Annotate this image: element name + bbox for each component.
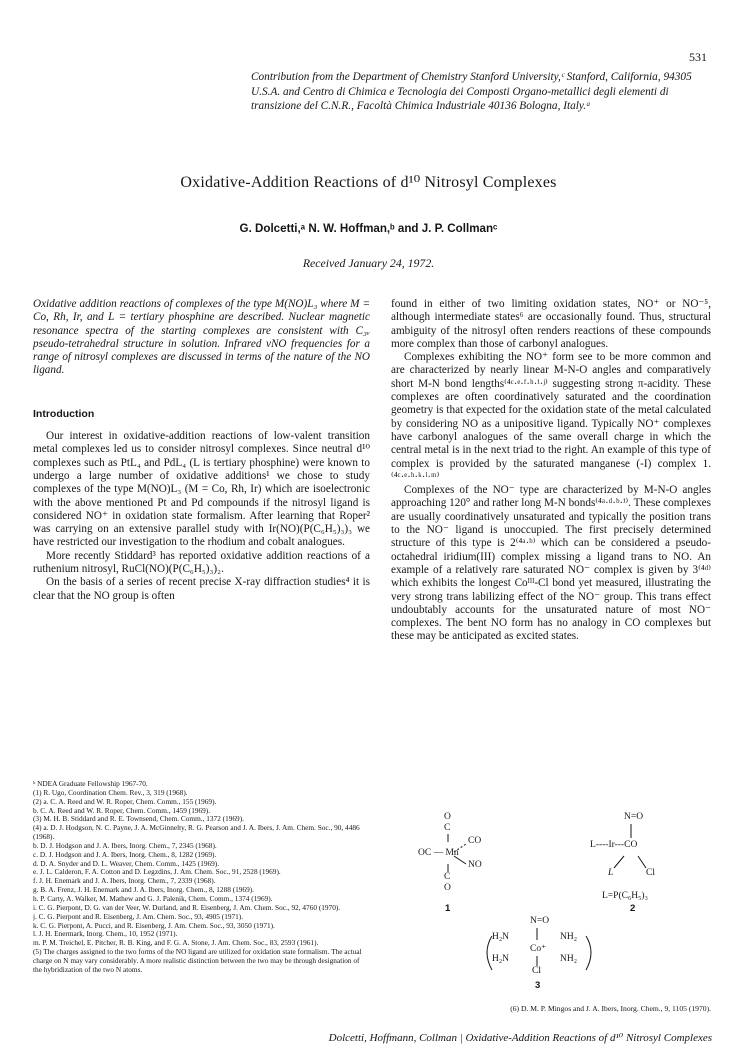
reference-item: d. D. A. Snyder and D. L. Weaver, Chem. Comm., 1425 (1969). <box>33 859 220 868</box>
s1-co: CO <box>468 836 482 846</box>
section-heading: Introduction <box>33 407 95 420</box>
s3-h2n-lower: H₂N <box>492 954 510 964</box>
left-column <box>33 298 370 603</box>
reference-item: (3) M. H. B. Stiddard and R. E. Townsend, Chem. Comm., 1372 (1969). <box>33 815 244 824</box>
s2-left-l: L <box>590 840 596 850</box>
reference-item: (4) a. D. J. Hodgson, N. C. Payne, J. A. McGinnelty, R. G. Pearson and J. A. Ibers, J. Am. Chem. Soc., 90, 4486 (1968). <box>33 824 360 842</box>
s1-bottom-c: C <box>444 872 451 882</box>
reference-item: k. C. G. Pierpont, A. Pucci, and R. Eisenberg, J. Am. Chem. Soc., 93, 3050 (1971). <box>33 921 275 930</box>
structure-3 <box>478 916 608 991</box>
s2-bottom-l: L <box>608 868 614 878</box>
s3-h2n-upper: H₂N <box>492 932 510 942</box>
s2-ligand-def: L=P(C₆H₅)₃ <box>602 891 648 901</box>
body-paragraph: Complexes of the NO⁻ type are characterized by M-N-O angles approaching 120° and rather long M-N bonds⁽⁴ᵃ·ᵈ·ᵇ·ⁱ⁾. These complexes are usually coordinatively unsaturated and typically the position trans to the NO⁻ ligand is unoccupied. The first precisely determined structure of this type is 2⁽⁴ᵃ·ᵇ⁾ which can be considered a pseudo-octahedral iridium(III) complex missing a ligand trans to NO. An example of a relatively rare saturated NO⁻ complex is given by 3⁽⁴ᵈ⁾ which exhibits the longest Coᴵᴵᴵ-Cl bond yet measured, illustrating the very strong trans labilizing effect of the NO⁻ group. This trans effect undoubtably accounts for the unsaturated nature of most NO⁻ complexes. The bent NO form has no analogy in CO complexes but these may be anticipated as excited states. <box>391 484 711 643</box>
structure-2 <box>590 812 700 912</box>
s3-label: 3 <box>535 980 541 991</box>
received-date: Received January 24, 1972. <box>302 256 435 270</box>
reference-item: b. C. A. Reed and W. R. Roper, Chem. Comm., 1459 (1969). <box>33 806 211 815</box>
body-paragraph: Complexes exhibiting the NO⁺ form see to be more common and are characterized by nearly linear M-N-O angles and comparatively short M-N bond lengths⁽⁴ᶜ·ᵉ·ᶠ·ʰ·ⁱ·ʲ⁾ suggesting strong π-acidity. These complexes are often coordinatively saturated and the coordination geometry is that expected for the oxidation state of the metal calculated by considering NO as a unipositive ligand. Typically NO⁺ complexes have carbonyl analogues of the same overall charge in which the central metal is in the next triad to the right. An example of this type of complex is provided by the saturated manganese (-I) complex 1.⁽⁴ᶜ·ᵉ·ʰ·ᵏ·ˡ·ᵐ⁾ <box>391 351 711 483</box>
reference-item: e. J. L. Calderon, F. A. Cotton and D. Legzdins, J. Am. Chem. Soc., 91, 2528 (1969). <box>33 868 281 877</box>
right-column <box>391 298 711 644</box>
intro-paragraph: Our interest in oxidative-addition reactions of low-valent transition metal complexes led us to consider nitrosyl complexes. Since neutral d¹⁰ complexes such as PtL₄ and PdL₄ (L is tertiary phosphine) were known to undergo a large number of oxidative additions¹ we chose to study complexes of the type M(NO)L₃ (M = Co, Rh, Ir) which are isoelectronic with the above mentioned Pt and Pd compounds if the nitrosyl ligand is considered NO⁺ in oxidation state formalism. After learning that Roper² was carrying on an extensive parallel study with Ir(NO)(P(C₆H₅)₃)₃ we have restricted our investigation to the rhodium and cobalt analogues. <box>33 430 370 549</box>
s3-nh2-upper: NH₂ <box>560 932 578 942</box>
s2-co: CO <box>624 840 638 850</box>
affiliation: Contribution from the Department of Chemistry Stanford University,ᶜ Stanford, California, 94305 U.S.A. and Centro di Chimica e Tecnologia dei Composti Organo-metallici degli elementi di transizione del C.N.R., Facoltà Chimica Industriale 40136 Bologna, Italy.ᵃ <box>251 71 692 113</box>
reference-item: g. B. A. Frenz, J. H. Enemark and J. A. Ibers, Inorg. Chem., 8, 1288 (1969). <box>33 886 254 895</box>
s2-metal: Ir <box>608 840 615 850</box>
intro-paragraph: More recently Stiddard³ has reported oxidative addition reactions of a ruthenium nitrosyl, RuCl(NO)(P(C₆H₅)₃)₂. <box>33 549 370 576</box>
reference-item: (1) R. Ugo, Coordination Chem. Rev., 3, 319 (1968). <box>33 788 188 797</box>
reference-item: l. J. H. Enermark, Inorg. Chem., 10, 1952 (1971). <box>33 930 178 939</box>
reference-item: h. P. Carty, A. Walker, M. Mathew and G. J. Palenik, Chem. Comm., 1374 (1969). <box>33 894 273 903</box>
reference-item: (5) The charges assigned to the two forms of the NO ligand are utilized for oxidation state formalism. The actual charge on N may vary considerably. A more realistic distinction between the two may be through designation of the hybridization of the two N atoms. <box>33 948 362 974</box>
s1-no: NO <box>468 860 482 870</box>
reference-item: m. P. M. Treichel, E. Pitcher, R. B. King, and F. G. A. Stone, J. Am. Chem. Soc., 83, 2593 (1961). <box>33 939 319 948</box>
s1-bottom-o: O <box>444 883 451 893</box>
running-footer: Dolcetti, Hoffmann, Collman | Oxidative-Addition Reactions of d¹⁰ Nitrosyl Complexes <box>328 1032 712 1044</box>
s3-nh2-lower: NH₂ <box>560 954 578 964</box>
reference-item: f. J. H. Enemark and J. A. Ibers, Inorg. Chem., 7, 2339 (1968). <box>33 877 216 886</box>
reference-item: b. D. J. Hodgson and J. A. Ibers, Inorg. Chem., 7, 2345 (1968). <box>33 841 217 850</box>
reference-list <box>33 780 370 975</box>
abstract: Oxidative addition reactions of complexes of the type M(NO)L₃ where M = Co, Rh, Ir, and L = tertiary phosphine are described. Nuclear magnetic resonance spectra of the starting complexes are consistent with C₃ᵥ pseudo-tetrahedral structure in solution. Infrared νNO frequencies for a range of nitrosyl complexes are discussed in terms of the nature of the NO ligand. <box>33 298 370 377</box>
author-list: G. Dolcetti,ᵃ N. W. Hoffman,ᵇ and J. P. Collmanᶜ <box>239 222 498 235</box>
s2-cl: Cl <box>646 868 655 878</box>
body-paragraph: found in either of two limiting oxidation states, NO⁺ or NO⁻⁵, although intermediate states⁶ are occasionally found. Thus, structural ambiguity of the nitrosyl often renders reactions of these compounds more complex than those of carbonyl analogues. <box>391 298 711 350</box>
s2-label: 2 <box>630 903 636 914</box>
page-number: 531 <box>689 50 707 64</box>
reference-item: ᵇ NDEA Graduate Fellowship 1967-70. <box>33 780 148 788</box>
reference-6: (6) D. M. P. Mingos and J. A. Ibers, Inorg. Chem., 9, 1105 (1970). <box>510 1004 711 1013</box>
reference-item: c. D. J. Hodgson and J. A. Ibers, Inorg. Chem., 8, 1282 (1969). <box>33 850 217 859</box>
s2-dash: ---- <box>595 840 609 850</box>
s1-label: 1 <box>445 903 451 914</box>
intro-paragraph: On the basis of a series of recent precise X-ray diffraction studies⁴ it is clear that the NO group is often <box>33 576 370 602</box>
article-title: Oxidative-Addition Reactions of d¹⁰ Nitrosyl Complexes <box>180 174 557 191</box>
structure-1 <box>418 812 528 912</box>
s1-top-c: C <box>444 823 451 833</box>
s2-nitrosyl: N=O <box>624 812 644 822</box>
s2-dash: --- <box>614 840 625 850</box>
reference-item: (2) a. C. A. Reed and W. R. Roper, Chem. Comm., 155 (1969). <box>33 797 217 806</box>
s1-top-o: O <box>444 812 451 822</box>
s1-mn-left: OC — Mn <box>418 848 459 858</box>
s3-cl: Cl <box>532 966 541 976</box>
s3-metal: Co⁺ <box>530 944 547 954</box>
reference-item: j. C. G. Pierpont and R. Eisenberg, J. Am. Chem. Soc., 93, 4905 (1971). <box>33 912 244 921</box>
s3-nitrosyl: N=O <box>530 916 550 926</box>
s2-row <box>590 840 637 850</box>
reference-item: i. C. G. Pierpont, D. G. van der Veer, W. Durland, and R. Eisenberg, J. Am. Chem. Soc., 92, 4760 (1970). <box>33 903 341 912</box>
